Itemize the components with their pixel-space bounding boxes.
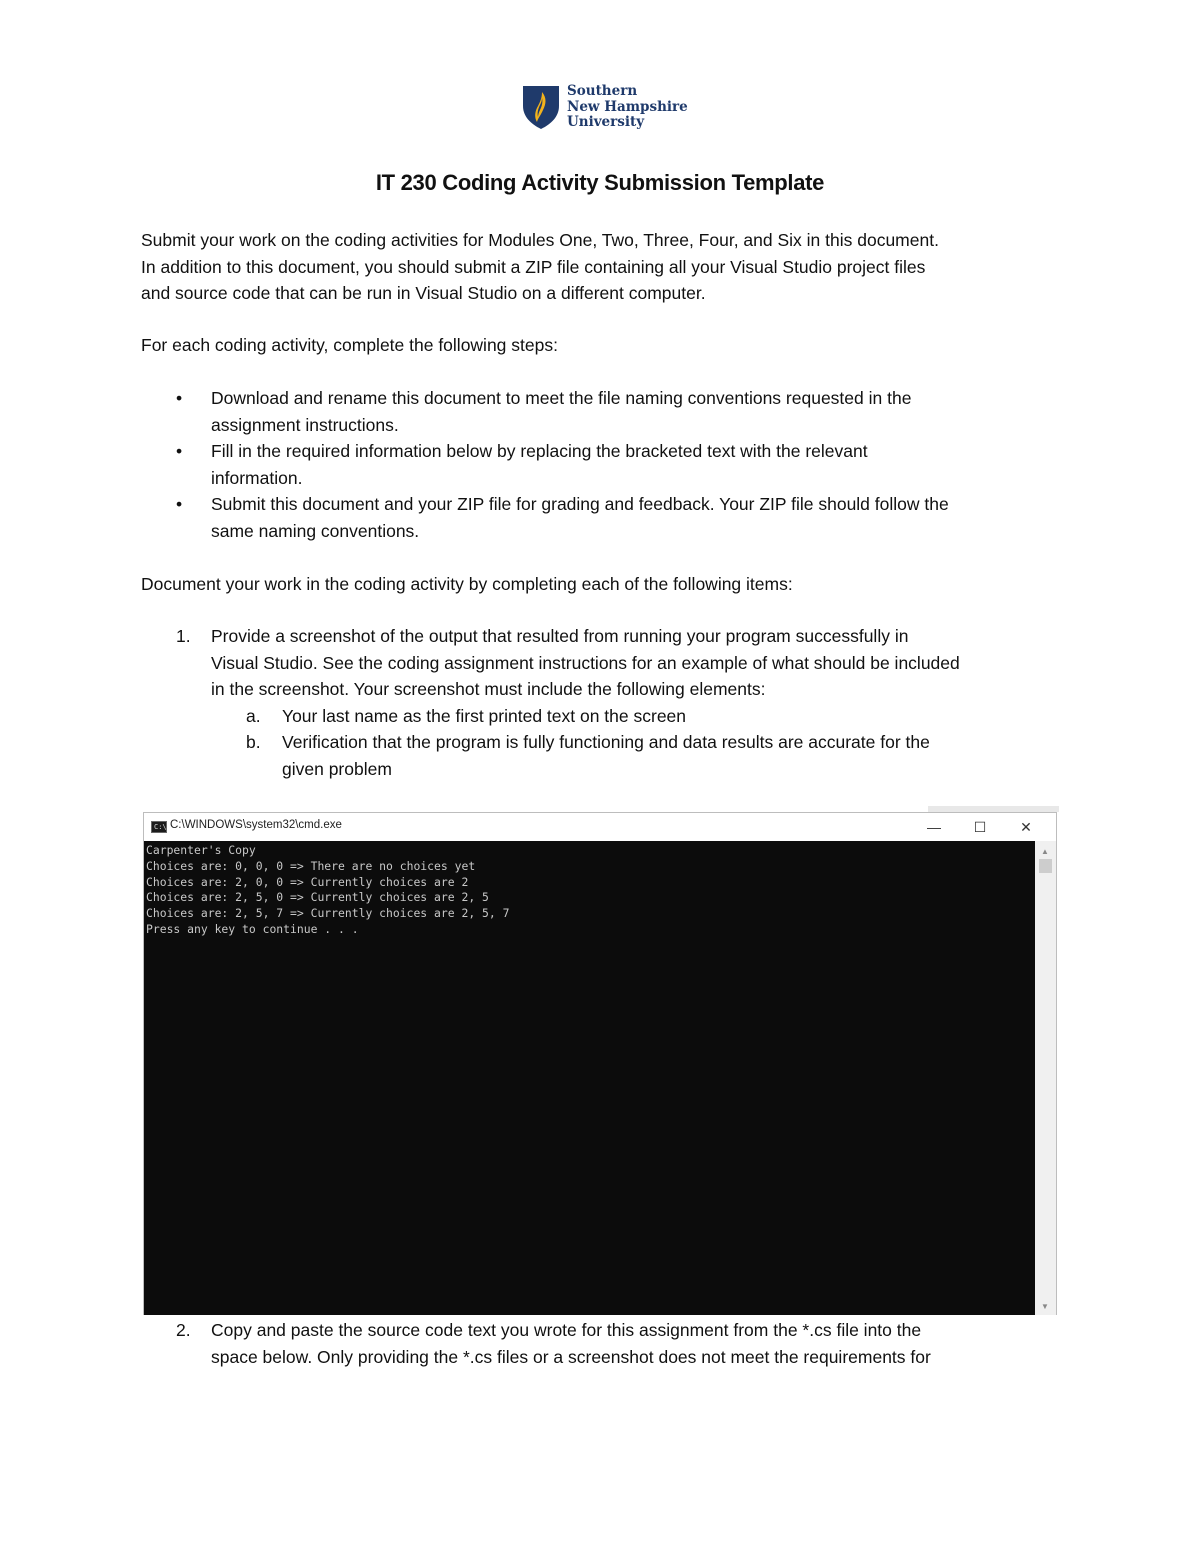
intro-line: Submit your work on the coding activities for Modules One, Two, Three, Four, and Six in this document.	[141, 230, 939, 250]
items-heading	[141, 571, 1071, 598]
logo-line-2: New Hampshire	[567, 98, 688, 115]
maximize-icon: ☐	[973, 819, 987, 835]
list-item-line: Provide a screenshot of the output that resulted from running your program successfully in	[211, 626, 909, 646]
logo-line-3: University	[567, 114, 645, 130]
steps-heading	[141, 332, 1071, 359]
numbered-item-2	[141, 1317, 1071, 1370]
console-titlebar	[144, 813, 1056, 841]
bullet-icon: •	[176, 388, 183, 408]
scroll-thumb	[1039, 859, 1052, 873]
scroll-up-icon: ▲	[1041, 847, 1049, 856]
sub-item-line: given problem	[282, 758, 392, 779]
console-line: Press any key to continue . . .	[146, 921, 359, 936]
shield-icon	[521, 84, 561, 130]
document-title: IT 230 Coding Activity Submission Template	[375, 170, 825, 195]
minimize-icon: —	[927, 819, 941, 835]
list-item-line: information.	[211, 467, 303, 488]
list-item	[141, 623, 1071, 703]
list-item-line: Download and rename this document to meet the file naming conventions requested in the	[211, 388, 912, 408]
console-output-area	[144, 841, 1035, 1315]
item-number: 2.	[176, 1320, 191, 1340]
scroll-down-icon: ▼	[1041, 1302, 1049, 1311]
list-item-line: in the screenshot. Your screenshot must include the following elements:	[211, 679, 766, 699]
list-item-line: space below. Only providing the *.cs files or a screenshot does not meet the requirements for	[211, 1346, 931, 1367]
steps-heading-text: For each coding activity, complete the following steps:	[141, 335, 558, 355]
sub-item-letter: b.	[246, 732, 261, 752]
logo-line-1: Southern	[567, 83, 638, 99]
item-number: 1.	[176, 626, 191, 646]
sub-list-item	[141, 703, 1071, 730]
list-item-line: Copy and paste the source code text you wrote for this assignment from the *.cs file into the	[211, 1320, 922, 1340]
sub-item-line: Your last name as the first printed text on the screen	[282, 705, 687, 726]
sub-item-line: Verification that the program is fully functioning and data results are accurate for the	[282, 732, 930, 752]
numbered-item-1	[141, 623, 1071, 782]
bullet-icon: •	[176, 494, 183, 514]
sub-item-letter: a.	[246, 705, 261, 726]
sub-list-item	[141, 729, 1071, 782]
logo-wordmark	[567, 84, 688, 131]
console-icon-text: C:\	[154, 823, 167, 831]
console-window-screenshot	[143, 812, 1057, 1315]
list-item-line: Visual Studio. See the coding assignment instructions for an example of what should be included	[211, 652, 960, 673]
console-line: Choices are: 0, 0, 0 => There are no choices yet	[146, 858, 476, 873]
list-item	[141, 1317, 1071, 1370]
steps-list	[141, 385, 1071, 544]
list-item	[141, 438, 1071, 491]
console-line: Choices are: 2, 5, 7 => Currently choices are 2, 5, 7	[146, 906, 510, 921]
intro-line: In addition to this document, you should submit a ZIP file containing all your Visual Studio project files	[141, 256, 926, 277]
items-heading-text: Document your work in the coding activity by completing each of the following items:	[141, 574, 793, 594]
list-item	[141, 385, 1071, 438]
console-icon	[151, 821, 167, 833]
list-item-line: Submit this document and your ZIP file for grading and feedback. Your ZIP file should follow the	[211, 494, 949, 514]
university-logo	[521, 84, 691, 134]
console-window-title: C:\WINDOWS\system32\cmd.exe	[170, 819, 342, 831]
bullet-icon: •	[176, 441, 183, 461]
list-item-line: Fill in the required information below by replacing the bracketed text with the relevant	[211, 441, 868, 461]
console-line: Carpenter's Copy	[146, 843, 256, 857]
console-line: Choices are: 2, 0, 0 => Currently choices are 2	[146, 874, 469, 889]
list-item	[141, 491, 1071, 544]
close-icon: ✕	[1020, 819, 1032, 835]
console-scrollbar	[1035, 841, 1056, 1315]
list-item-line: same naming conventions.	[211, 520, 420, 541]
list-item-line: assignment instructions.	[211, 414, 399, 435]
console-line: Choices are: 2, 5, 0 => Currently choices are 2, 5	[146, 890, 489, 905]
console-text	[146, 843, 509, 938]
intro-line: and source code that can be run in Visual Studio on a different computer.	[141, 283, 706, 303]
intro-paragraph	[141, 227, 1071, 307]
